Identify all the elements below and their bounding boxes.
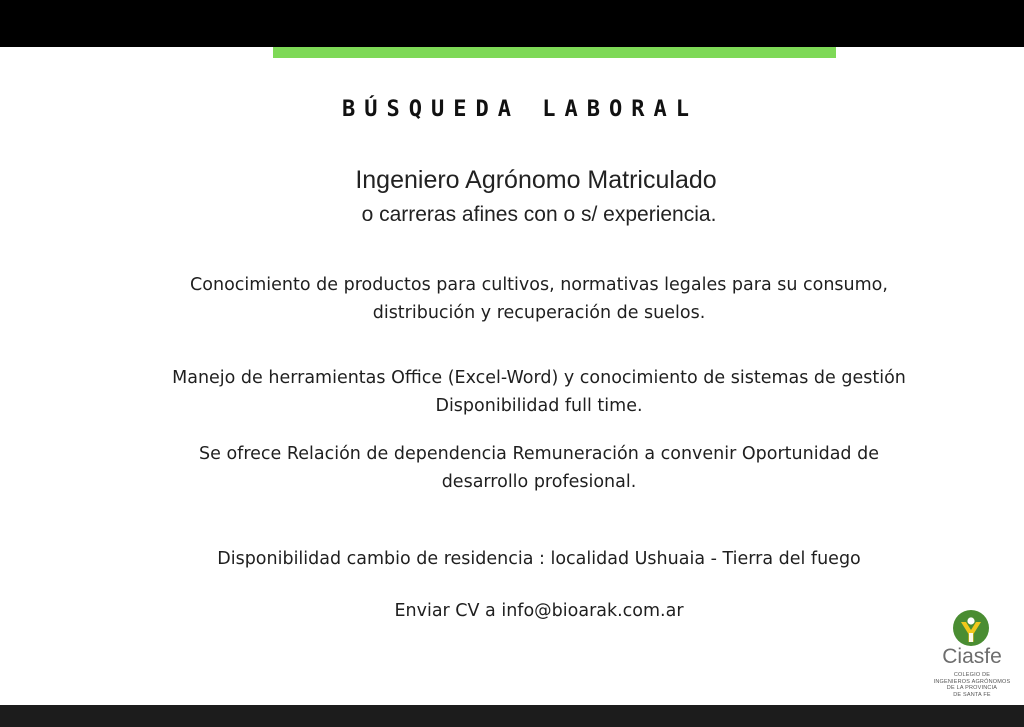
offer-paragraph bbox=[0, 440, 1024, 496]
contact-text: Enviar CV a info@bioarak.com.ar bbox=[394, 601, 684, 621]
ciasfe-figure-icon bbox=[952, 609, 990, 647]
offer-line: Se ofrece Relación de dependencia Remuneración a convenir Oportunidad de bbox=[199, 444, 879, 464]
page-title: BÚSQUEDA LABORAL bbox=[342, 97, 698, 122]
bottom-bar bbox=[0, 705, 1024, 727]
skills-paragraph bbox=[0, 364, 1024, 420]
offer-line: desarrollo profesional. bbox=[441, 472, 637, 492]
requirements-line: distribución y recuperación de suelos. bbox=[372, 303, 706, 323]
requirements-paragraph bbox=[0, 271, 1024, 327]
skills-line: Manejo de herramientas Office (Excel-Word) y conocimiento de sistemas de gestión bbox=[172, 368, 906, 388]
logo-subtitle bbox=[928, 672, 1016, 698]
logo-subtitle-line: INGENIEROS AGRÓNOMOS bbox=[933, 678, 1011, 685]
position-subtitle: o carreras afines con o s/ experiencia. bbox=[361, 203, 717, 226]
top-bar bbox=[0, 0, 1024, 47]
requirements-line: Conocimiento de productos para cultivos, normativas legales para su consumo, bbox=[190, 275, 888, 295]
skills-line: Disponibilidad full time. bbox=[435, 396, 643, 416]
relocation-text: Disponibilidad cambio de residencia : localidad Ushuaia - Tierra del fuego bbox=[217, 549, 861, 569]
logo-subtitle-line: DE SANTA FE bbox=[953, 691, 991, 698]
ciasfe-logo bbox=[928, 609, 1016, 705]
logo-subtitle-line: COLEGIO DE bbox=[953, 672, 991, 678]
logo-name: Ciasfe bbox=[942, 645, 1002, 668]
logo-subtitle-line: DE LA PROVINCIA bbox=[946, 685, 998, 691]
position-title: Ingeniero Agrónomo Matriculado bbox=[355, 166, 717, 194]
accent-bar bbox=[273, 47, 836, 58]
